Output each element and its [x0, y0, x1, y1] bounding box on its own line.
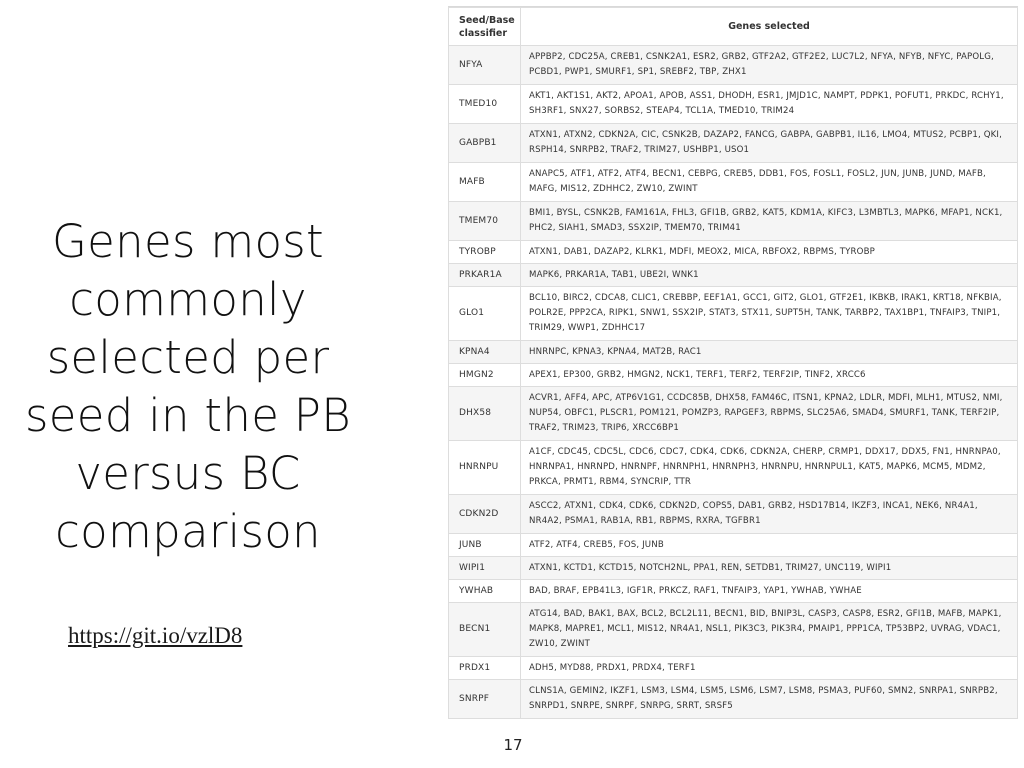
- title-line: Genes most: [52, 215, 324, 268]
- genes-cell: ATXN1, DAB1, DAZAP2, KLRK1, MDFI, MEOX2, MICA, RBFOX2, RBPMS, TYROBP: [521, 241, 1018, 264]
- table-row: [449, 241, 1018, 264]
- title-line: commonly: [69, 273, 307, 326]
- seed-cell: MAFB: [449, 163, 521, 202]
- seed-cell: YWHAB: [449, 580, 521, 603]
- genes-cell: AKT1, AKT1S1, AKT2, APOA1, APOB, ASS1, DHODH, ESR1, JMJD1C, NAMPT, PDPK1, POFUT1, PRKDC, RCHY1, SH3RF1, SNX27, SORBS2, STEAP4, TCL1A, TMED10, TRIM24: [521, 85, 1018, 124]
- genes-cell: BMI1, BYSL, CSNK2B, FAM161A, FHL3, GFI1B, GRB2, KAT5, KDM1A, KIFC3, L3MBTL3, MAPK6, MFAP1, NCK1, PHC2, SIAH1, SMAD3, SSX2IP, TMEM70, TRIM41: [521, 202, 1018, 241]
- seed-cell: HMGN2: [449, 364, 521, 387]
- seed-cell: KPNA4: [449, 341, 521, 364]
- seed-cell: CDKN2D: [449, 495, 521, 534]
- table-row: [449, 557, 1018, 580]
- table-row: [449, 124, 1018, 163]
- seed-cell: TYROBP: [449, 241, 521, 264]
- table-row: [449, 534, 1018, 557]
- genes-cell: BAD, BRAF, EPB41L3, IGF1R, PRKCZ, RAF1, TNFAIP3, YAP1, YWHAB, YWHAE: [521, 580, 1018, 603]
- table-row: [449, 680, 1018, 719]
- seed-cell: JUNB: [449, 534, 521, 557]
- table-header-row: [449, 8, 1018, 46]
- seed-cell: TMED10: [449, 85, 521, 124]
- genes-cell: ATXN1, KCTD1, KCTD15, NOTCH2NL, PPA1, REN, SETDB1, TRIM27, UNC119, WIPI1: [521, 557, 1018, 580]
- table-row: [449, 603, 1018, 657]
- seed-cell: HNRNPU: [449, 441, 521, 495]
- genes-cell: ANAPC5, ATF1, ATF2, ATF4, BECN1, CEBPG, CREB5, DDB1, FOS, FOSL1, FOSL2, JUN, JUNB, JUND, MAFB, MAFG, MIS12, ZDHHC2, ZW10, ZWINT: [521, 163, 1018, 202]
- table-row: [449, 287, 1018, 341]
- genes-cell: ATG14, BAD, BAK1, BAX, BCL2, BCL2L11, BECN1, BID, BNIP3L, CASP3, CASP8, ESR2, GFI1B, MAFB, MAPK1, MAPK8, MAPRE1, MCL1, MIS12, NR4A1, NSL1, PIK3C3, PIK3R4, PMAIP1, PPP1CA, TP53BP2, UVRAG, VDAC1, ZW10, ZWINT: [521, 603, 1018, 657]
- genes-table-container: [448, 6, 1018, 753]
- seed-cell: NFYA: [449, 46, 521, 85]
- slide-title: [18, 213, 358, 561]
- seed-cell: PRDX1: [449, 657, 521, 680]
- table-row: [449, 441, 1018, 495]
- table-row: [449, 387, 1018, 441]
- genes-cell: APEX1, EP300, GRB2, HMGN2, NCK1, TERF1, TERF2, TERF2IP, TINF2, XRCC6: [521, 364, 1018, 387]
- table-row: [449, 202, 1018, 241]
- genes-cell: CLNS1A, GEMIN2, IKZF1, LSM3, LSM4, LSM5, LSM6, LSM7, LSM8, PSMA3, PUF60, SMN2, SNRPA1, SNRPB2, SNRPD1, SNRPE, SNRPF, SNRPG, SRRT, SRSF5: [521, 680, 1018, 719]
- table-row: [449, 341, 1018, 364]
- table-row: [449, 495, 1018, 534]
- seed-cell: BECN1: [449, 603, 521, 657]
- header-seed: Seed/Base classifier: [449, 8, 521, 46]
- genes-cell: ATF2, ATF4, CREB5, FOS, JUNB: [521, 534, 1018, 557]
- genes-cell: BCL10, BIRC2, CDCA8, CLIC1, CREBBP, EEF1A1, GCC1, GIT2, GLO1, GTF2E1, IKBKB, IRAK1, KRT18, NFKBIA, POLR2E, PPP2CA, RIPK1, SNW1, SSX2IP, STAT3, STX11, SUPT5H, TANK, TARBP2, TAX1BP1, TNFAIP3, TNIP1, TRIM29, WWP1, ZDHHC17: [521, 287, 1018, 341]
- table-row: [449, 657, 1018, 680]
- header-genes: Genes selected: [521, 8, 1018, 46]
- title-line: versus BC: [75, 447, 301, 500]
- title-line: comparison: [55, 505, 321, 558]
- seed-cell: DHX58: [449, 387, 521, 441]
- genes-cell: ATXN1, ATXN2, CDKN2A, CIC, CSNK2B, DAZAP2, FANCG, GABPA, GABPB1, IL16, LMO4, MTUS2, PCBP1, QKI, RSPH14, SNRPB2, TRAF2, TRIM27, USHBP1, USO1: [521, 124, 1018, 163]
- genes-cell: MAPK6, PRKAR1A, TAB1, UBE2I, WNK1: [521, 264, 1018, 287]
- table-row: [449, 163, 1018, 202]
- genes-cell: ADH5, MYD88, PRDX1, PRDX4, TERF1: [521, 657, 1018, 680]
- table-row: [449, 46, 1018, 85]
- genes-cell: APPBP2, CDC25A, CREB1, CSNK2A1, ESR2, GRB2, GTF2A2, GTF2E2, LUC7L2, NFYA, NFYB, NFYC, PAPOLG, PCBD1, PWP1, SMURF1, SP1, SREBF2, TBP, ZHX1: [521, 46, 1018, 85]
- table-row: [449, 364, 1018, 387]
- seed-cell: PRKAR1A: [449, 264, 521, 287]
- title-line: selected per: [46, 331, 330, 384]
- page-number: 17: [503, 736, 523, 754]
- seed-cell: SNRPF: [449, 680, 521, 719]
- genes-table: [448, 7, 1018, 719]
- genes-cell: HNRNPC, KPNA3, KPNA4, MAT2B, RAC1: [521, 341, 1018, 364]
- seed-cell: GLO1: [449, 287, 521, 341]
- seed-cell: GABPB1: [449, 124, 521, 163]
- title-line: seed in the PB: [25, 389, 351, 442]
- table-row: [449, 264, 1018, 287]
- seed-cell: TMEM70: [449, 202, 521, 241]
- source-link[interactable]: https://git.io/vzlD8: [68, 623, 243, 648]
- seed-cell: WIPI1: [449, 557, 521, 580]
- table-row: [449, 580, 1018, 603]
- genes-cell: A1CF, CDC45, CDC5L, CDC6, CDC7, CDK4, CDK6, CDKN2A, CHERP, CRMP1, DDX17, DDX5, FN1, HNRNPA0, HNRNPA1, HNRNPD, HNRNPF, HNRNPH1, HNRNPH3, HNRNPU, HNRNPUL1, KAT5, MAPK6, MCM5, MDM2, PRKCA, PRMT1, RBM4, SYNCRIP, TTR: [521, 441, 1018, 495]
- table-row: [449, 85, 1018, 124]
- genes-cell: ASCC2, ATXN1, CDK4, CDK6, CDKN2D, COPS5, DAB1, GRB2, HSD17B14, IKZF3, INCA1, NEK6, NR4A1, NR4A2, PSMA1, RAB1A, RB1, RBPMS, RXRA, TGFBR1: [521, 495, 1018, 534]
- table-body: [449, 46, 1018, 719]
- genes-cell: ACVR1, AFF4, APC, ATP6V1G1, CCDC85B, DHX58, FAM46C, ITSN1, KPNA2, LDLR, MDFI, MLH1, MTUS2, NMI, NUP54, OBFC1, PLSCR1, POM121, POMZP3, RAPGEF3, RBPMS, SLC25A6, SMAD4, SMURF1, TANK, TERF2IP, TRAF2, TRIM23, TRIP6, XRCC6BP1: [521, 387, 1018, 441]
